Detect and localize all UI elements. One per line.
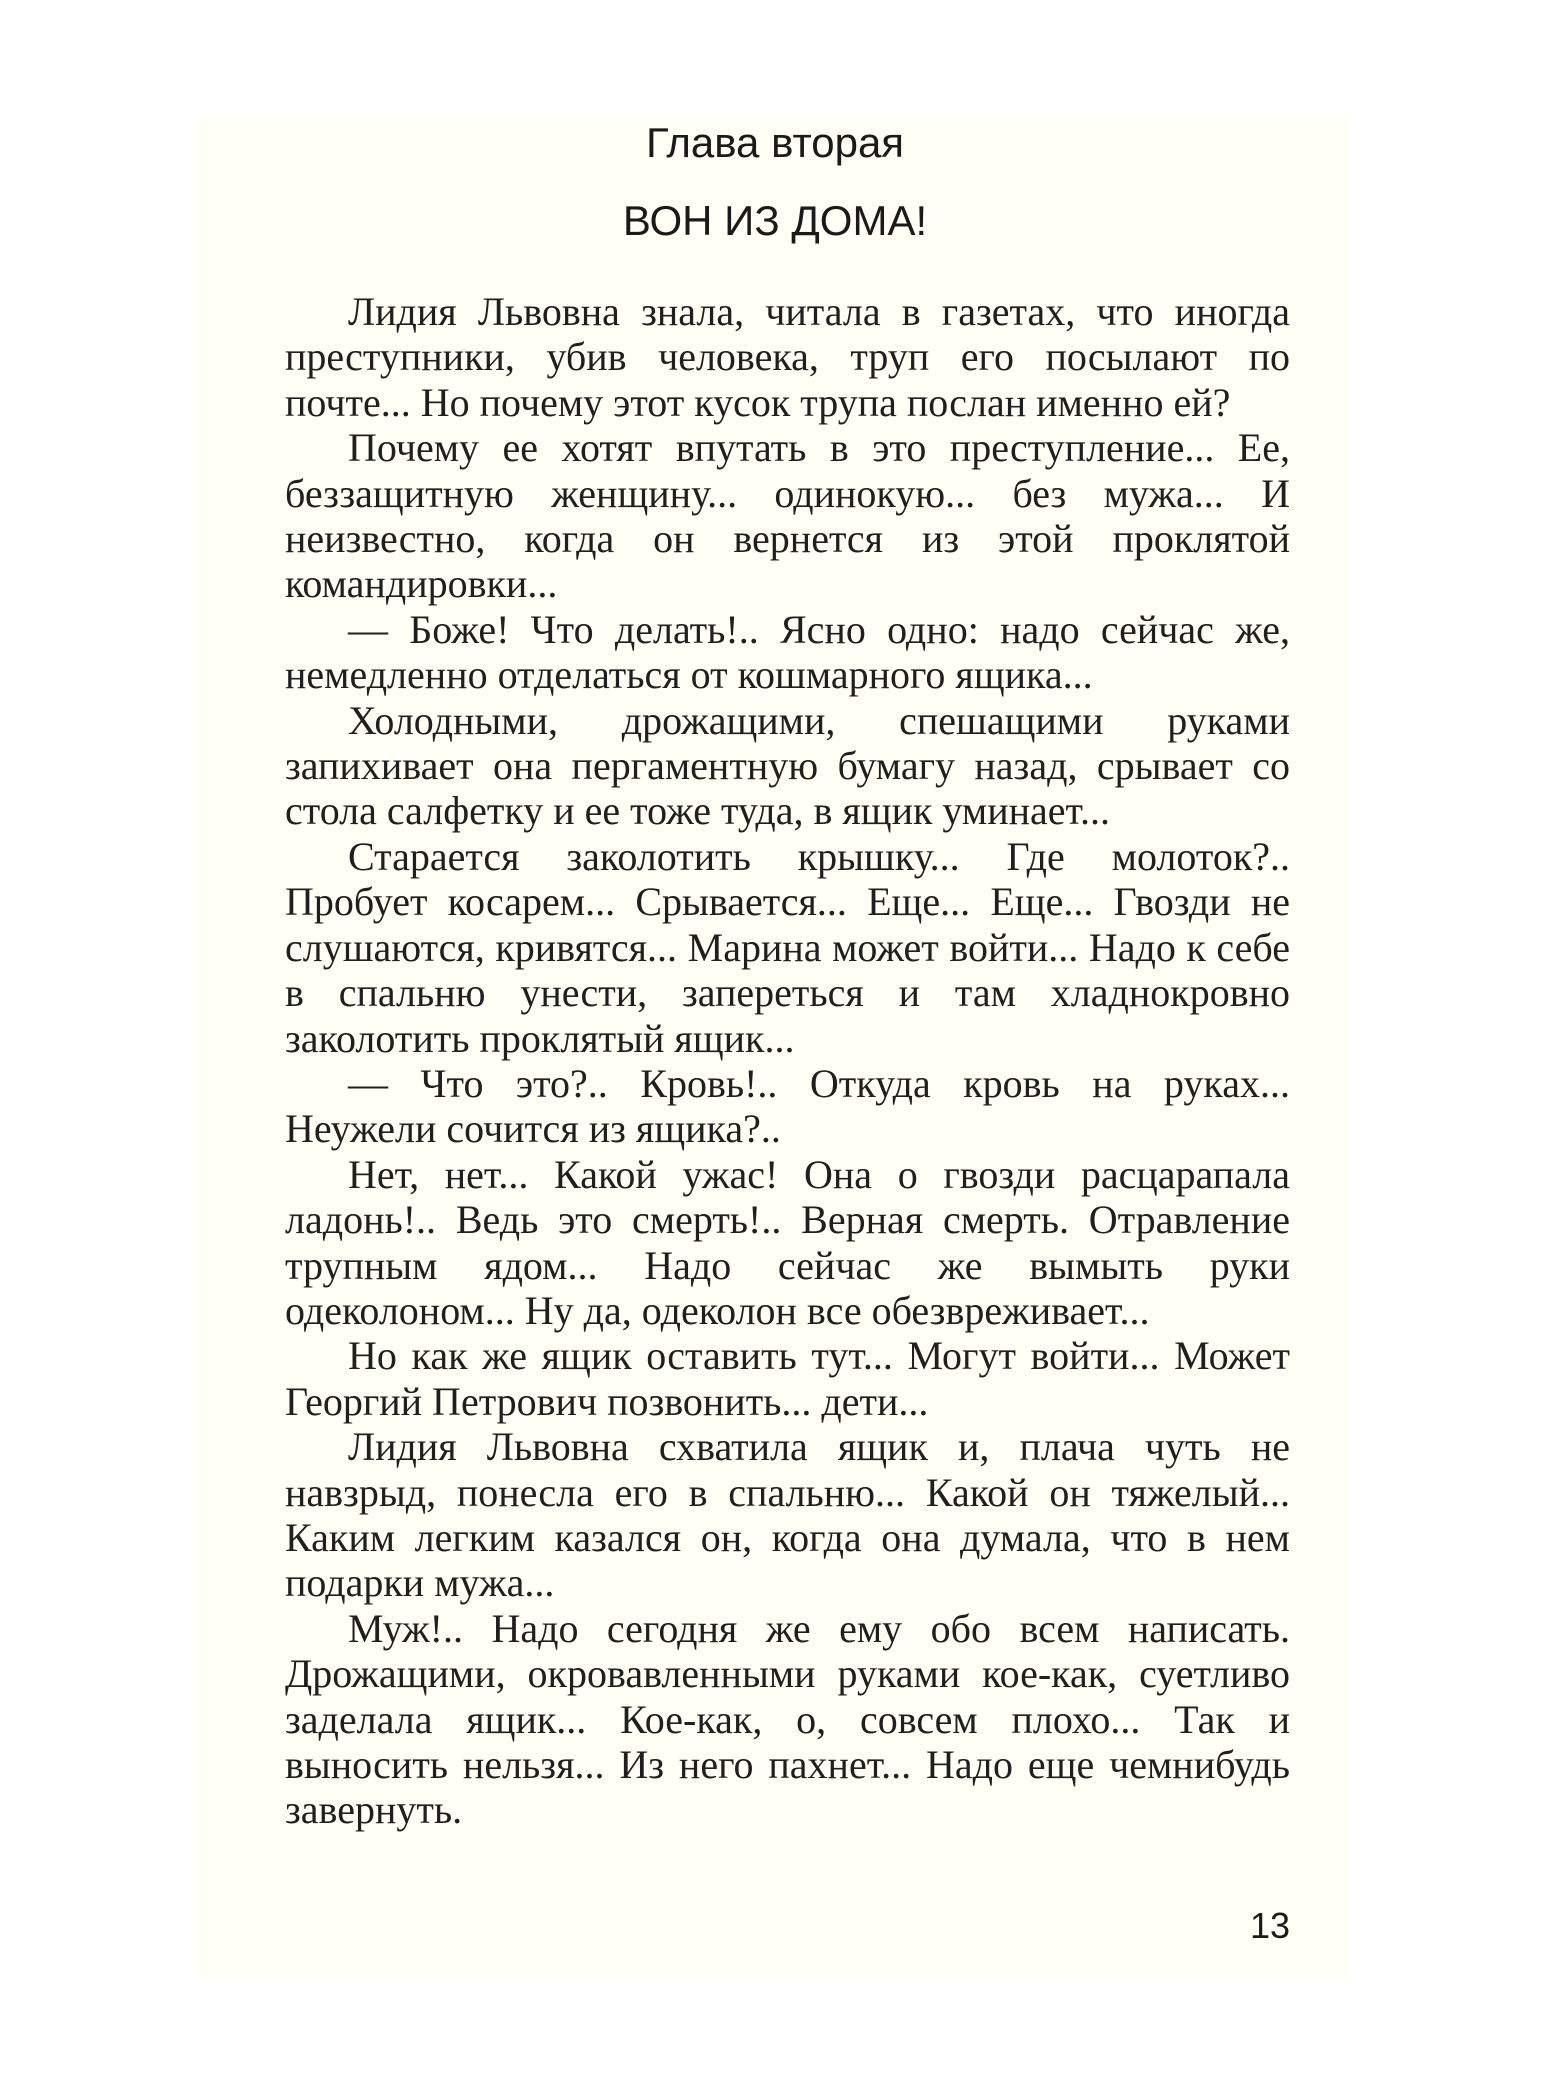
chapter-body xyxy=(285,289,1290,1833)
paragraph-3: — Боже! Что делать!.. Ясно одно: надо сейчас же, немедленно отделаться от кошмарного ящика... xyxy=(285,606,1290,698)
page-number: 13 xyxy=(1249,1905,1290,1946)
paragraph-9: Лидия Львовна схватила ящик и, плача чуть не навзрыд, понесла его в спальню... Какой он тяжелый... Каким легким казался он, когда она думала, что в нем подарки мужа... xyxy=(285,1424,1290,1606)
paragraph-4: Холодными, дрожащими, спешащими руками запихивает она пергаментную бумагу назад, срывает со стола салфетку и ее тоже туда, в ящик уминает... xyxy=(285,697,1290,834)
paragraph-10: Муж!.. Надо сегодня же ему обо всем написать. Дрожащими, окровавленными руками кое-как, суетливо заделала ящик... Кое-как, о, совсем плохо... Так и выносить нельзя... Из него пахнет... Надо еще чемнибудь завернуть. xyxy=(285,1605,1290,1833)
chapter-title: ВОН ИЗ ДОМА! xyxy=(622,197,928,244)
paragraph-5: Старается заколотить крышку... Где молоток?.. Пробует косарем... Срывается... Еще... Еще... Гвозди не слушаются, кривятся... Марина может войти... Надо к себе в спальню унести, запереться и там хладнокровно заколотить проклятый ящик... xyxy=(285,833,1290,1061)
paragraph-8: Но как же ящик оставить тут... Могут войти... Может Георгий Петрович позвонить... дети... xyxy=(285,1333,1290,1424)
paragraph-1: Лидия Львовна знала, читала в газетах, что иногда преступники, убив человека, труп его посылают по почте... Но почему этот кусок трупа послан именно ей? xyxy=(285,289,1290,425)
book-page xyxy=(200,118,1350,1978)
paragraph-6: — Что это?.. Кровь!.. Откуда кровь на руках... Неужели сочится из ящика?.. xyxy=(285,1060,1290,1152)
paragraph-7: Нет, нет... Какой ужас! Она о гвозди расцарапала ладонь!.. Ведь это смерть!.. Верная смерть. Отравление трупным ядом... Надо сейчас же вымыть руки одеколоном... Ну да, одеколон все обезвреживает... xyxy=(285,1151,1290,1333)
chapter-label: Глава вторая xyxy=(645,119,905,166)
paragraph-2: Почему ее хотят впутать в это преступление... Ее, беззащитную женщину... одинокую... без мужа... И неизвестно, когда он вернется из этой проклятой командировки... xyxy=(285,425,1290,607)
